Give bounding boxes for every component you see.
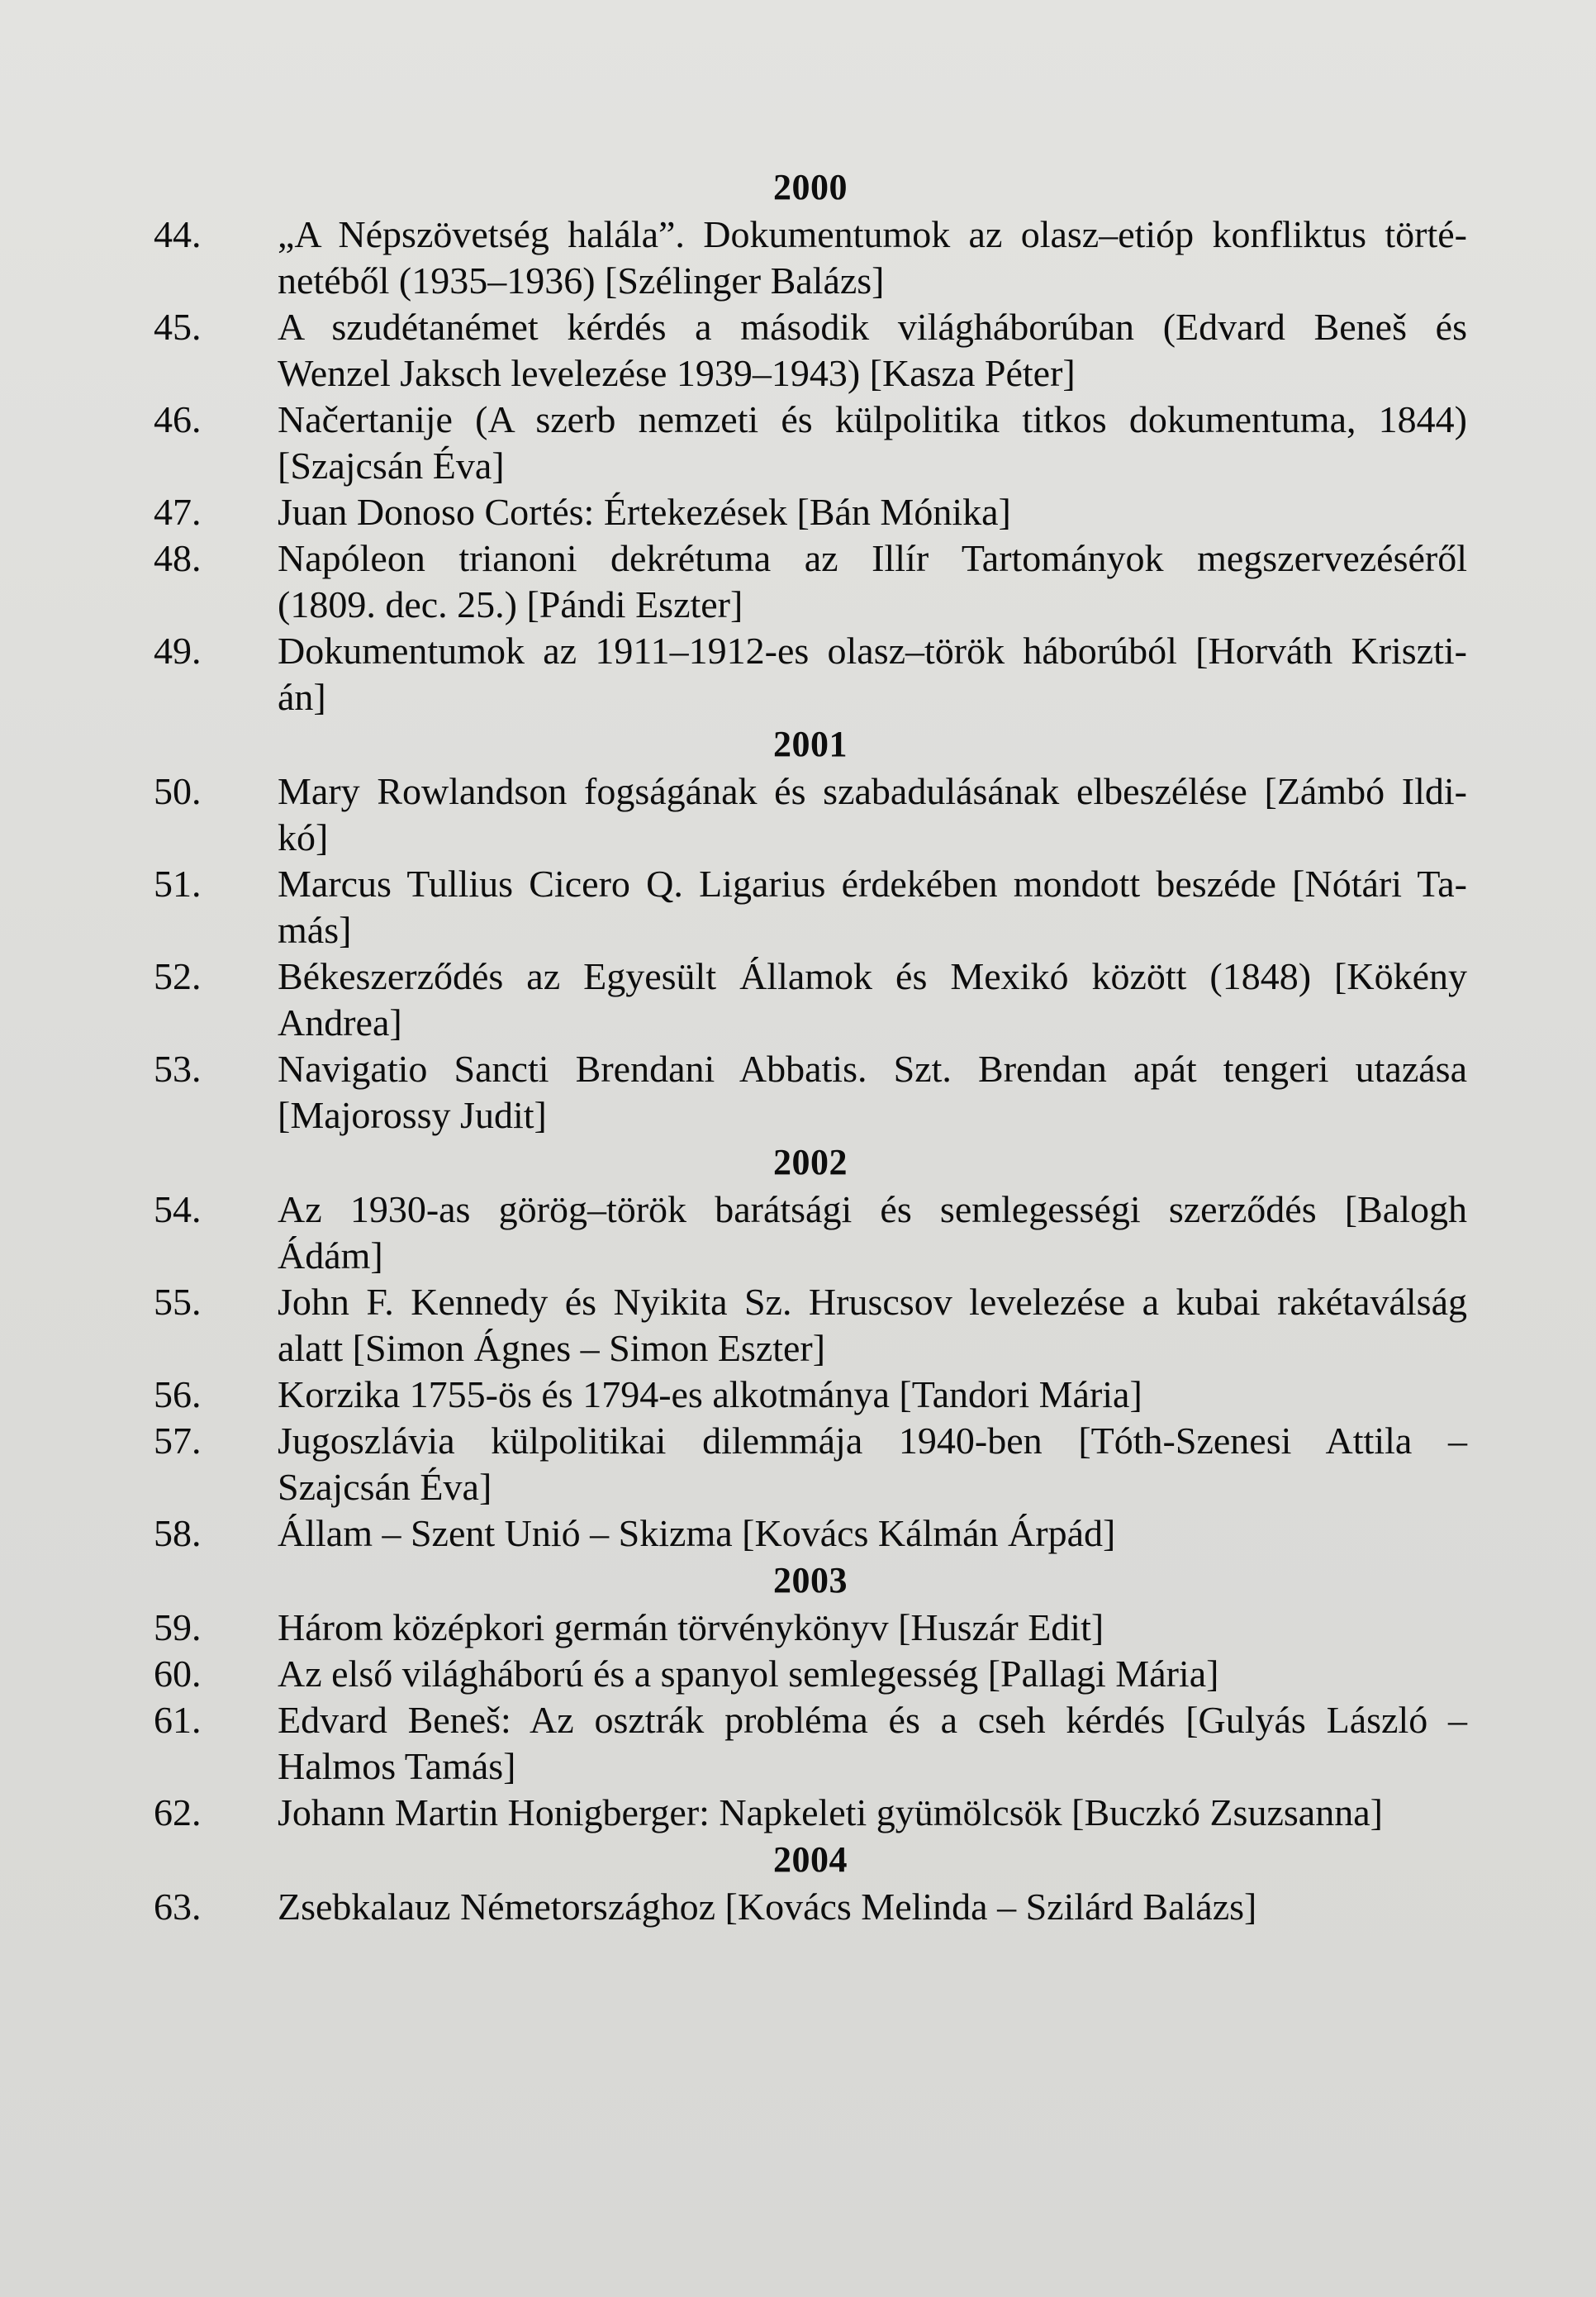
entry-number: 56. [154,1373,202,1415]
entry-line: Edvard Beneš: Az osztrák probléma és a cseh kérdés [Gulyás László – [278,1699,1467,1741]
entry-number: 57. [154,1420,202,1462]
list-item [154,1605,1467,1651]
entry-title [278,954,1467,1046]
entry-line: Navigatio Sancti Brendani Abbatis. Szt. Brendan apát tengeri utazása [278,1048,1467,1090]
list-item [154,1418,1467,1510]
entry-line: Marcus Tullius Cicero Q. Ligarius érdekében mondott beszéde [Nótári Ta- [278,863,1467,905]
year-heading-2003: 2003 [773,1560,848,1600]
entry-line: Ádám] [278,1234,383,1277]
entry-line: Zsebkalauz Németországhoz [Kovács Melinda – Szilárd Balázs] [278,1886,1257,1928]
entry-number: 47. [154,491,202,533]
list-item [154,212,1467,304]
entry-line: Juan Donoso Cortés: Értekezések [Bán Mónika] [278,491,1011,533]
entry-title [278,1884,1467,1930]
entry-line: Mary Rowlandson fogságának és szabadulásának elbeszélése [Zámbó Ildi- [278,770,1467,812]
entry-title [278,1605,1467,1651]
entry-line: Dokumentumok az 1911–1912-es olasz–török háborúból [Horváth Kriszti- [278,630,1467,672]
list-item [154,535,1467,628]
entry-title [278,1187,1467,1279]
year-heading-2001: 2001 [773,724,848,764]
entry-number: 62. [154,1791,202,1833]
entry-line: (1809. dec. 25.) [Pándi Eszter] [278,583,743,625]
entry-line: Békeszerződés az Egyesült Államok és Mexikó között (1848) [Kökény [278,955,1467,997]
list-item [154,1372,1467,1418]
entry-title [278,1651,1467,1697]
entry-line: netéből (1935–1936) [Szélinger Balázs] [278,259,885,302]
entry-title [278,1697,1467,1790]
entry-title [278,212,1467,304]
entry-line: „A Népszövetség halála”. Dokumentumok az olasz–etióp konfliktus törté- [278,213,1467,255]
entry-title [278,397,1467,489]
entry-line: [Majorossy Judit] [278,1094,547,1136]
entry-line: Jugoszlávia külpolitikai dilemmája 1940-ben [Tóth-Szenesi Attila – [278,1420,1467,1462]
year-heading-2004: 2004 [773,1839,848,1880]
entry-number: 63. [154,1886,202,1928]
entry-line: án] [278,676,326,718]
entry-title [278,1046,1467,1139]
list-item [154,1279,1467,1372]
entry-line: Állam – Szent Unió – Skizma [Kovács Kálmán Árpád] [278,1512,1116,1554]
entry-title [278,535,1467,628]
entry-line: Johann Martin Honigberger: Napkeleti gyümölcsök [Buczkó Zsuzsanna] [278,1791,1383,1833]
entry-title [278,1279,1467,1372]
entry-line: [Szajcsán Éva] [278,445,505,487]
list-item [154,861,1467,954]
list-item [154,628,1467,720]
entry-title [278,304,1467,397]
entry-number: 49. [154,630,202,672]
entry-line: Wenzel Jaksch levelezése 1939–1943) [Kasza Péter] [278,352,1076,394]
entry-title [278,1418,1467,1510]
list-item [154,1187,1467,1279]
year-heading-2002: 2002 [773,1142,848,1182]
entry-title [278,1510,1467,1557]
list-item [154,1884,1467,1930]
entry-title [278,628,1467,720]
entry-line: Načertanije (A szerb nemzeti és külpolitika titkos dokumentuma, 1844) [278,398,1467,440]
list-item [154,304,1467,397]
entry-number: 51. [154,863,202,905]
entry-title [278,1372,1467,1418]
entry-line: Az első világháború és a spanyol semlegesség [Pallagi Mária] [278,1653,1219,1695]
list-item [154,1651,1467,1697]
list-item [154,1510,1467,1557]
entry-number: 52. [154,955,202,997]
entry-title [278,1790,1467,1836]
entry-number: 55. [154,1281,202,1323]
entry-line: Andrea] [278,1001,402,1044]
year-heading-2000: 2000 [773,167,848,207]
entry-line: John F. Kennedy és Nyikita Sz. Hruscsov levelezése a kubai rakétaválság [278,1281,1467,1323]
entry-number: 60. [154,1653,202,1695]
list-item [154,954,1467,1046]
entry-line: A szudétanémet kérdés a második világháborúban (Edvard Beneš és [278,306,1467,348]
entry-line: Három középkori germán törvénykönyv [Huszár Edit] [278,1606,1104,1648]
entry-line: Halmos Tamás] [278,1745,516,1787]
list-item [154,768,1467,861]
entry-line: Szajcsán Éva] [278,1466,492,1508]
entry-number: 50. [154,770,202,812]
publication-list [154,164,1467,1930]
entry-number: 45. [154,306,202,348]
entry-line: Napóleon trianoni dekrétuma az Illír Tartományok megszervezéséről [278,537,1467,579]
entry-line: Korzika 1755-ös és 1794-es alkotmánya [Tandori Mária] [278,1373,1142,1415]
entry-number: 48. [154,537,202,579]
entry-line: Az 1930-as görög–török barátsági és semlegességi szerződés [Balogh [278,1188,1467,1230]
entry-number: 58. [154,1512,202,1554]
entry-number: 54. [154,1188,202,1230]
entry-line: alatt [Simon Ágnes – Simon Eszter] [278,1327,826,1369]
entry-number: 53. [154,1048,202,1090]
entry-number: 44. [154,213,202,255]
list-item [154,1697,1467,1790]
list-item [154,397,1467,489]
entry-title [278,768,1467,861]
entry-number: 61. [154,1699,202,1741]
entry-number: 59. [154,1606,202,1648]
entry-number: 46. [154,398,202,440]
list-item [154,1046,1467,1139]
list-item [154,1790,1467,1836]
entry-line: kó] [278,816,329,858]
entry-title [278,861,1467,954]
entry-line: más] [278,909,352,951]
entry-title [278,489,1467,535]
list-item [154,489,1467,535]
